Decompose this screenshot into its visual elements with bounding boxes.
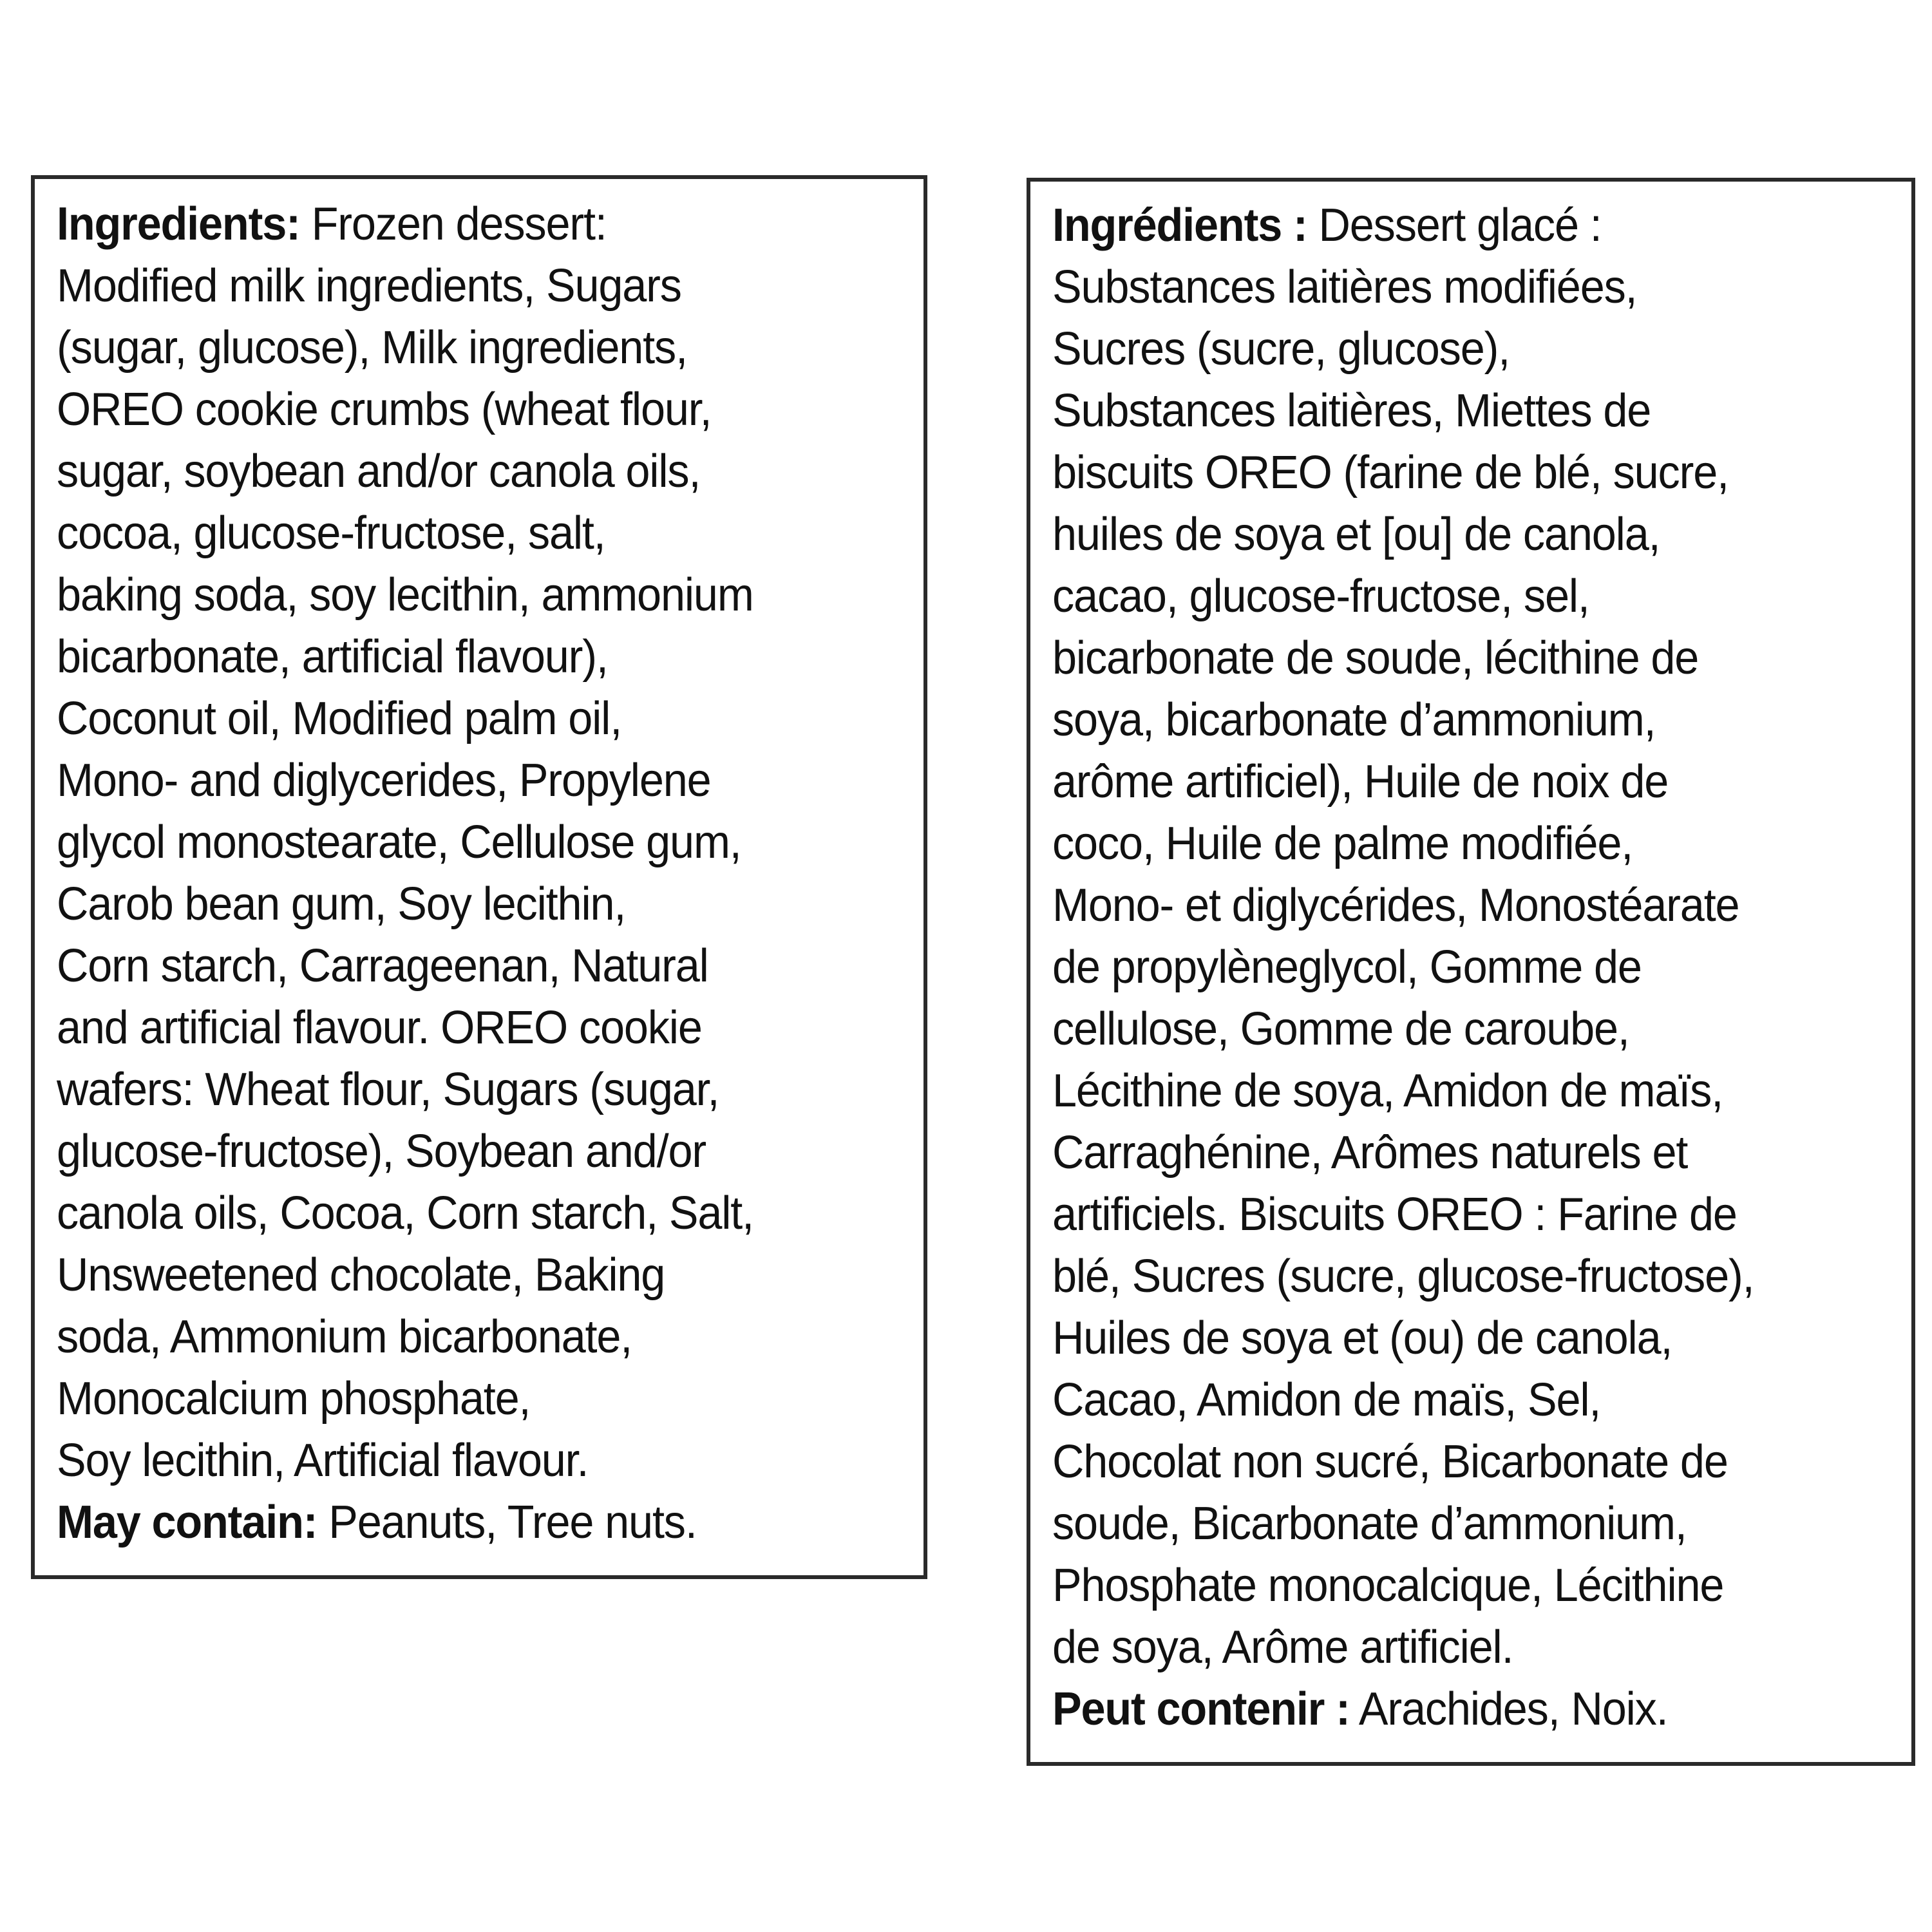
french-ingredients-line-7 xyxy=(1052,573,1589,620)
french-ingredients-line-13 xyxy=(1052,942,1642,993)
french-ingredients-text-3: Sucres (sucre, glucose), xyxy=(1052,323,1510,375)
french-ingredients-line-8 xyxy=(1052,632,1699,684)
french-ingredients-line-9 xyxy=(1052,694,1656,746)
english-ingredients-line-20 xyxy=(57,1373,531,1425)
french-ingredients-line-24 xyxy=(1052,1624,1513,1671)
french-ingredients-text-9: soya, bicarbonate d’ammonium, xyxy=(1052,694,1656,746)
english-ingredients-text-2: Modified milk ingredients, Sugars xyxy=(57,260,681,312)
english-ingredients-text-20: Monocalcium phosphate, xyxy=(57,1373,531,1425)
english-ingredients-text-15: wafers: Wheat flour, Sugars (sugar, xyxy=(57,1064,719,1115)
french-ingredients-line-20 xyxy=(1052,1374,1601,1426)
french-ingredients-text-12: Mono- et diglycérides, Monostéarate xyxy=(1052,880,1739,931)
english-ingredients-text-11: glycol monostearate, Cellulose gum, xyxy=(57,817,741,868)
french-ingredients-line-17 xyxy=(1052,1191,1737,1238)
french-ingredients-text-6: huiles de soya et [ou] de canola, xyxy=(1052,509,1660,560)
english-ingredients-line-16 xyxy=(57,1128,706,1175)
french-ingredients-text-8: bicarbonate de soude, lécithine de xyxy=(1052,632,1699,684)
english-ingredients-text-10: Mono- and diglycerides, Propylene xyxy=(57,755,711,806)
french-ingredients-line-10 xyxy=(1052,756,1669,808)
english-ingredients-text-3: (sugar, glucose), Milk ingredients, xyxy=(57,322,687,374)
english-ingredients-line-7 xyxy=(57,569,753,621)
french-ingredients-text-23: Phosphate monocalcique, Lécithine xyxy=(1052,1560,1724,1611)
french-ingredients-line-23 xyxy=(1052,1562,1723,1609)
french-ingredients-line-18 xyxy=(1052,1253,1754,1300)
french-ingredients-line-12 xyxy=(1052,882,1739,929)
french-ingredients-heading-25: Peut contenir : xyxy=(1052,1683,1350,1735)
english-ingredients-line-9 xyxy=(57,693,622,744)
french-ingredients-line-21 xyxy=(1052,1436,1728,1488)
french-ingredients-line-4 xyxy=(1052,385,1651,437)
english-ingredients-panel xyxy=(31,175,927,1579)
french-ingredients-line-22 xyxy=(1052,1498,1687,1549)
french-ingredients-text-4: Substances laitières, Miettes de xyxy=(1052,385,1651,437)
english-ingredients-text-14: and artificial flavour. OREO cookie xyxy=(57,1002,702,1054)
english-ingredients-text-1: Frozen dessert: xyxy=(299,198,607,250)
french-ingredients-text-2: Substances laitières modifiées, xyxy=(1052,261,1637,313)
french-ingredients-line-3 xyxy=(1052,323,1510,375)
french-ingredients-text-15: Lécithine de soya, Amidon de maïs, xyxy=(1052,1065,1723,1117)
french-ingredients-line-5 xyxy=(1052,447,1728,498)
english-ingredients-text-17: canola oils, Cocoa, Corn starch, Salt, xyxy=(57,1188,754,1239)
english-ingredients-line-1 xyxy=(57,198,607,250)
french-ingredients-panel xyxy=(1027,178,1915,1766)
french-ingredients-text-7: cacao, glucose-fructose, sel, xyxy=(1052,571,1589,622)
french-ingredients-text-18: blé, Sucres (sucre, glucose-fructose), xyxy=(1052,1251,1754,1302)
english-ingredients-line-3 xyxy=(57,322,687,374)
french-ingredients-text-17: artificiels. Biscuits OREO : Farine de xyxy=(1052,1189,1737,1240)
english-ingredients-text-9: Coconut oil, Modified palm oil, xyxy=(57,693,622,744)
french-ingredients-line-2 xyxy=(1052,261,1637,313)
english-ingredients-text-12: Carob bean gum, Soy lecithin, xyxy=(57,878,626,930)
french-ingredients-line-19 xyxy=(1052,1312,1672,1364)
english-ingredients-text-6: cocoa, glucose-fructose, salt, xyxy=(57,507,605,559)
french-ingredients-text-22: soude, Bicarbonate d’ammonium, xyxy=(1052,1498,1687,1549)
french-ingredients-text-1: Dessert glacé : xyxy=(1307,200,1602,251)
french-ingredients-text-14: cellulose, Gomme de caroube, xyxy=(1052,1003,1629,1055)
french-ingredients-text-20: Cacao, Amidon de maïs, Sel, xyxy=(1052,1374,1601,1426)
french-ingredients-text-5: biscuits OREO (farine de blé, sucre, xyxy=(1052,447,1728,498)
french-ingredients-text-13: de propylèneglycol, Gomme de xyxy=(1052,942,1642,993)
english-ingredients-text-7: baking soda, soy lecithin, ammonium xyxy=(57,569,753,621)
french-ingredients-text-25: Arachides, Noix. xyxy=(1349,1683,1668,1735)
english-ingredients-text-8: bicarbonate, artificial flavour), xyxy=(57,631,608,683)
english-ingredients-line-6 xyxy=(57,507,605,559)
english-ingredients-line-11 xyxy=(57,819,741,866)
english-ingredients-line-4 xyxy=(57,386,712,433)
french-ingredients-heading-1: Ingrédients : xyxy=(1052,200,1307,251)
english-ingredients-line-15 xyxy=(57,1066,719,1113)
french-ingredients-line-14 xyxy=(1052,1003,1629,1055)
english-ingredients-line-13 xyxy=(57,940,708,992)
french-ingredients-line-1 xyxy=(1052,202,1602,249)
french-ingredients-line-15 xyxy=(1052,1065,1723,1117)
english-ingredients-line-14 xyxy=(57,1002,702,1054)
english-ingredients-text-18: Unsweetened chocolate, Baking xyxy=(57,1249,665,1301)
english-ingredients-line-18 xyxy=(57,1249,665,1301)
english-ingredients-text-19: soda, Ammonium bicarbonate, xyxy=(57,1311,632,1363)
english-ingredients-line-8 xyxy=(57,631,608,683)
french-ingredients-text-19: Huiles de soya et (ou) de canola, xyxy=(1052,1312,1672,1364)
french-ingredients-line-16 xyxy=(1052,1127,1688,1179)
french-ingredients-line-11 xyxy=(1052,820,1633,867)
english-ingredients-line-5 xyxy=(57,448,700,495)
english-ingredients-text-13: Corn starch, Carrageenan, Natural xyxy=(57,940,708,992)
english-ingredients-line-17 xyxy=(57,1188,754,1239)
english-ingredients-text-16: glucose-fructose), Soybean and/or xyxy=(57,1126,706,1177)
english-ingredients-line-21 xyxy=(57,1437,588,1484)
english-ingredients-heading-1: Ingredients: xyxy=(57,198,300,250)
english-ingredients-text-22: Peanuts, Tree nuts. xyxy=(317,1497,697,1548)
french-ingredients-line-25 xyxy=(1052,1683,1668,1735)
french-ingredients-text-16: Carraghénine, Arômes naturels et xyxy=(1052,1127,1688,1179)
english-ingredients-heading-22: May contain: xyxy=(57,1497,317,1548)
english-ingredients-line-2 xyxy=(57,260,681,312)
english-ingredients-text-5: sugar, soybean and/or canola oils, xyxy=(57,446,701,497)
english-ingredients-text-21: Soy lecithin, Artificial flavour. xyxy=(57,1435,589,1486)
english-ingredients-line-10 xyxy=(57,757,711,804)
french-ingredients-text-10: arôme artificiel), Huile de noix de xyxy=(1052,756,1669,808)
english-ingredients-line-19 xyxy=(57,1311,632,1363)
french-ingredients-text-11: coco, Huile de palme modifiée, xyxy=(1052,818,1633,869)
english-ingredients-text-4: OREO cookie crumbs (wheat flour, xyxy=(57,384,712,435)
english-ingredients-line-22 xyxy=(57,1499,697,1546)
french-ingredients-line-6 xyxy=(1052,511,1660,558)
french-ingredients-text-21: Chocolat non sucré, Bicarbonate de xyxy=(1052,1436,1728,1488)
english-ingredients-line-12 xyxy=(57,878,626,930)
french-ingredients-text-24: de soya, Arôme artificiel. xyxy=(1052,1622,1513,1673)
